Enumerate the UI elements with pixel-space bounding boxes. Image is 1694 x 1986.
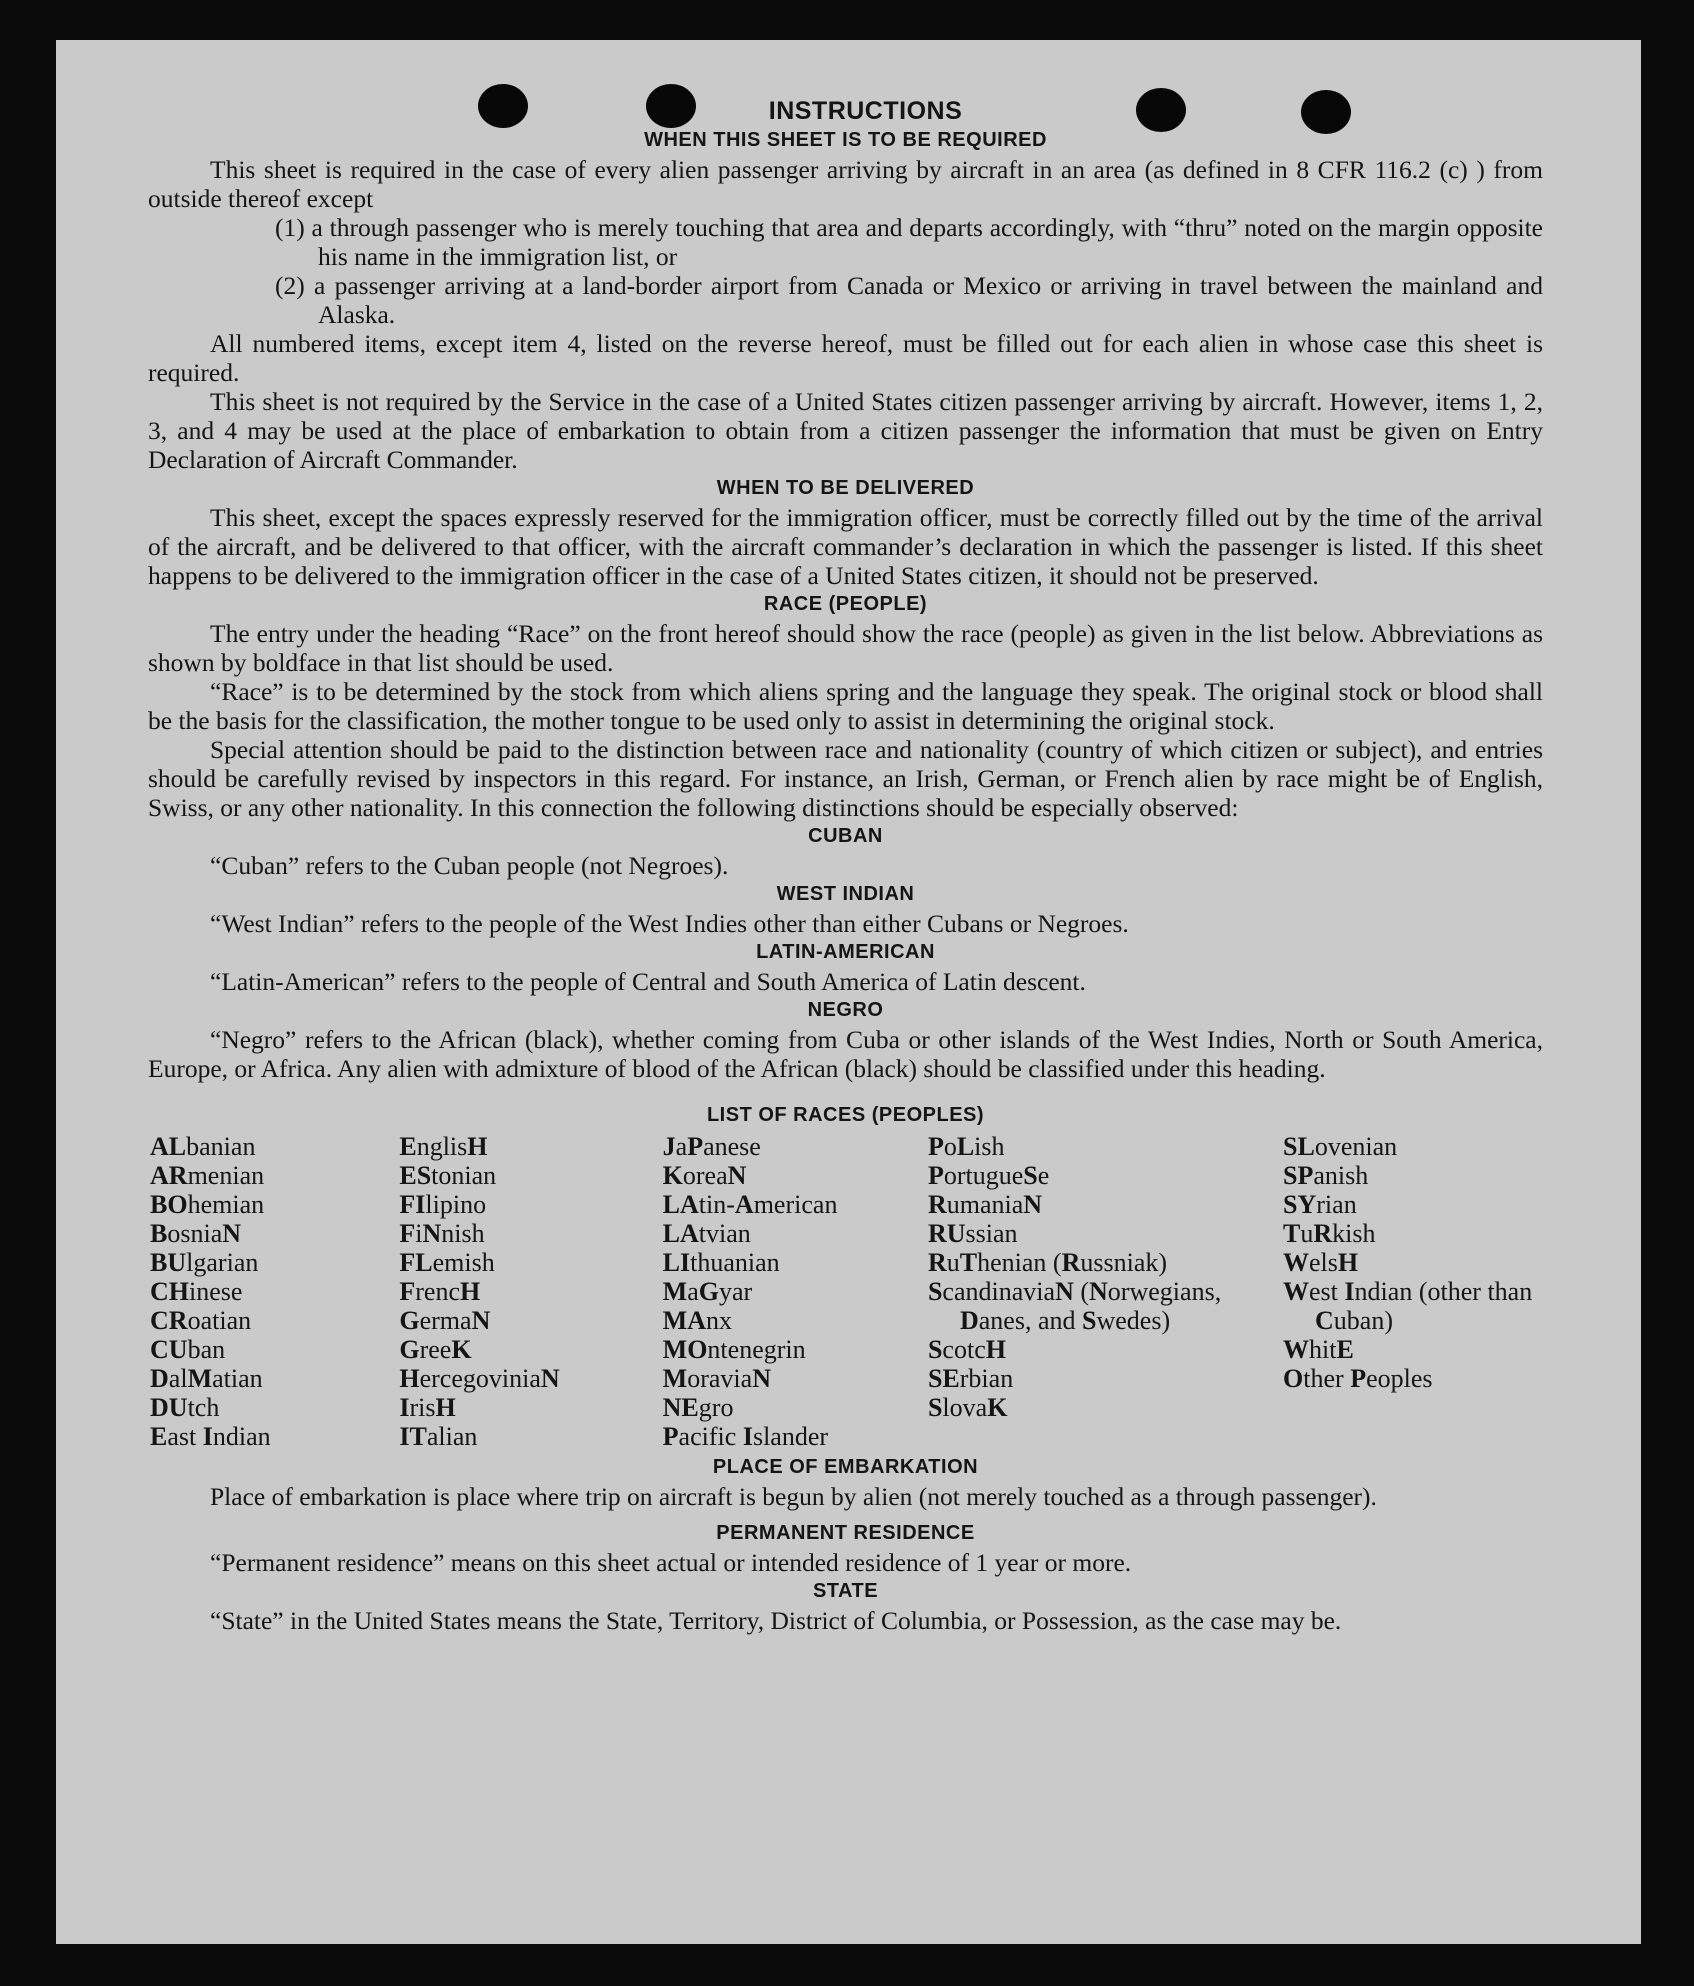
race-item: MaGyar: [662, 1277, 753, 1306]
races-list-heading: LIST OF RACES (PEOPLES): [706, 1104, 985, 1126]
race-item: KoreaN: [662, 1161, 747, 1190]
paragraph: “Cuban” refers to the Cuban people (not Negroes).: [210, 851, 729, 880]
race-item: GreeK: [399, 1335, 472, 1364]
race-item: EnglisH: [399, 1132, 488, 1161]
race-item: SPanish: [1283, 1161, 1369, 1190]
races-column: [928, 1132, 1283, 1451]
section-heading: RACE (PEOPLE): [763, 593, 928, 615]
race-item: LAtin-American: [662, 1190, 838, 1219]
races-list: [150, 1132, 1543, 1451]
paragraph: “Negro” refers to the African (black), whether coming from Cuba or other islands of the West Indies, North or South America, Europe, or Africa. Any alien with admixture of blood of the African (black) should be classified under this heading.: [148, 1025, 1543, 1083]
paragraph: “State” in the United States means the State, Territory, District of Columbia, or Possession, as the case may be.: [210, 1606, 1342, 1635]
races-column: [1283, 1132, 1543, 1451]
race-item: IrisH: [399, 1393, 456, 1422]
paragraph: This sheet is not required by the Service in the case of a United States citizen passenger arriving by aircraft. However, items 1, 2, 3, and 4 may be used at the place of embarkation to obtain from a citizen passenger the information that must be given on Entry Declaration of Aircraft Commander.: [148, 387, 1543, 474]
race-item: FIlipino: [399, 1190, 487, 1219]
race-item: SlovaK: [927, 1393, 1008, 1422]
race-item: CUban: [150, 1335, 226, 1364]
paragraph: Special attention should be paid to the distinction between race and nationality (country of which citizen or subject), and entries should be carefully revised by inspectors in this regard. For instance, an Irish, German, or French alien by race might be of English, Swiss, or any other nationality. In this connection the following distinctions should be especially observed:: [148, 735, 1543, 822]
race-item: LAtvian: [662, 1219, 751, 1248]
race-item: WelsH: [1283, 1248, 1359, 1277]
races-column: [150, 1132, 399, 1451]
race-item: RUssian: [927, 1219, 1018, 1248]
race-item: LIthuanian: [662, 1248, 780, 1277]
instructions-content: [148, 96, 1543, 1635]
race-item: JaPanese: [662, 1132, 761, 1161]
race-item: ScotcH: [927, 1335, 1006, 1364]
paragraph: This sheet is required in the case of every alien passenger arriving by aircraft in an area (as defined in 8 CFR 116.2 (c) ) from outside thereof except: [148, 155, 1543, 213]
race-item: Other Peoples: [1283, 1364, 1433, 1393]
race-item: BOhemian: [150, 1190, 265, 1219]
race-item: East Indian: [150, 1422, 271, 1451]
paragraph: “West Indian” refers to the people of the West Indies other than either Cubans or Negroes.: [210, 909, 1129, 938]
race-item: RumaniaN: [927, 1190, 1043, 1219]
race-item: EStonian: [399, 1161, 497, 1190]
section-heading: CUBAN: [808, 825, 883, 847]
races-column: [663, 1132, 928, 1451]
race-item: FiNnish: [399, 1219, 485, 1248]
race-item: SLovenian: [1283, 1132, 1398, 1161]
race-item: West Indian (other than Cuban): [1283, 1277, 1533, 1335]
races-column: [399, 1132, 662, 1451]
section-heading: WEST INDIAN: [776, 883, 915, 905]
race-item: Pacific Islander: [662, 1422, 829, 1451]
paragraph: “Race” is to be determined by the stock from which aliens spring and the language they speak. The original stock or blood shall be the basis for the classification, the mother tongue to be used only to assist in determining the original stock.: [148, 677, 1543, 735]
paragraph: “Permanent residence” means on this sheet actual or intended residence of 1 year or more.: [210, 1548, 1132, 1577]
race-item: RuThenian (Russniak): [927, 1248, 1168, 1277]
race-item: HercegoviniaN: [399, 1364, 560, 1393]
race-item: ARmenian: [150, 1161, 265, 1190]
race-item: MOntenegrin: [662, 1335, 806, 1364]
race-item: SYrian: [1283, 1190, 1357, 1219]
page-title: INSTRUCTIONS: [768, 97, 963, 125]
paragraph: Place of embarkation is place where trip on aircraft is begun by alien (not merely touched as a through passenger).: [210, 1482, 1377, 1511]
paragraph: This sheet, except the spaces expressly reserved for the immigration officer, must be correctly filled out by the time of the arrival of the aircraft, and be delivered to that officer, with the aircraft commander’s declaration in which the passenger is listed. If this sheet happens to be delivered to the immigration officer in the case of a United States citizen, it should not be preserved.: [148, 503, 1543, 590]
document-sheet: [56, 40, 1641, 1944]
race-item: DUtch: [150, 1393, 220, 1422]
paragraph: “Latin-American” refers to the people of Central and South America of Latin descent.: [210, 967, 1086, 996]
section-heading: PLACE OF EMBARKATION: [712, 1456, 979, 1478]
section-heading: NEGRO: [807, 999, 884, 1021]
race-item: GermaN: [399, 1306, 491, 1335]
section-heading: PERMANENT RESIDENCE: [716, 1522, 975, 1544]
race-item: CHinese: [150, 1277, 243, 1306]
exception-item: (1) a through passenger who is merely touching that area and departs accordingly, with “thru” noted on the margin opposite his name in the immigration list, or: [275, 213, 1543, 271]
race-item: TuRkish: [1283, 1219, 1376, 1248]
paragraph: The entry under the heading “Race” on the front hereof should show the race (people) as given in the list below. Abbreviations as shown by boldface in that list should be used.: [148, 619, 1543, 677]
section-heading: LATIN-AMERICAN: [756, 941, 935, 963]
race-item: BosniaN: [150, 1219, 242, 1248]
race-item: WhitE: [1283, 1335, 1354, 1364]
race-item: MoraviaN: [662, 1364, 771, 1393]
race-item: SErbian: [927, 1364, 1014, 1393]
race-item: NEgro: [662, 1393, 734, 1422]
race-item: BUlgarian: [150, 1248, 259, 1277]
race-item: PoLish: [927, 1132, 1005, 1161]
exception-item: (2) a passenger arriving at a land-border airport from Canada or Mexico or arriving in travel between the mainland and Alaska.: [275, 271, 1543, 329]
race-item: DalMatian: [150, 1364, 263, 1393]
race-item: CRoatian: [150, 1306, 252, 1335]
section-heading: STATE: [812, 1580, 879, 1602]
race-item: ScandinaviaN (Norwegians, Danes, and Swedes): [927, 1277, 1222, 1335]
section-heading: WHEN TO BE DELIVERED: [716, 477, 975, 499]
section-heading: WHEN THIS SHEET IS TO BE REQUIRED: [644, 129, 1047, 151]
race-item: PortugueSe: [927, 1161, 1050, 1190]
paragraph: All numbered items, except item 4, listed on the reverse hereof, must be filled out for each alien in whose case this sheet is required.: [148, 329, 1543, 387]
race-item: FrencH: [399, 1277, 481, 1306]
race-item: FLemish: [399, 1248, 495, 1277]
race-item: ITalian: [399, 1422, 478, 1451]
race-item: MAnx: [662, 1306, 732, 1335]
race-item: ALbanian: [150, 1132, 256, 1161]
